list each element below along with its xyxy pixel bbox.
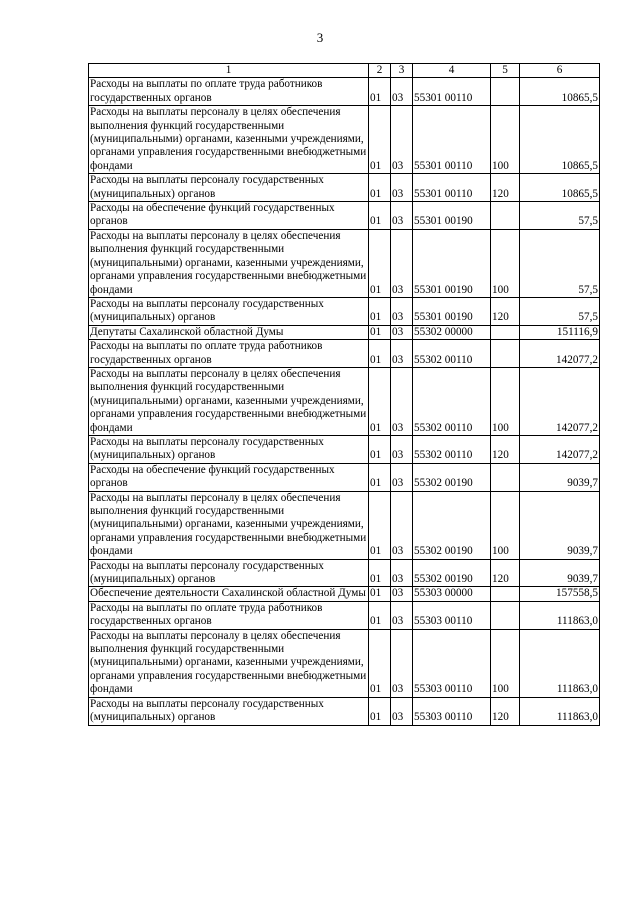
table-row: [89, 463, 600, 491]
table-row: [89, 629, 600, 697]
row-subsection-cell: 03: [391, 367, 413, 435]
row-section-cell: 01: [369, 229, 391, 297]
row-subsection-cell: 03: [391, 463, 413, 491]
row-section-cell: 01: [369, 629, 391, 697]
row-name-cell: Расходы на выплаты персоналу государственных (муниципальных) органов: [89, 174, 369, 202]
row-target-code-cell: 55301 00110: [413, 106, 491, 174]
row-amount-cell: 142077,2: [520, 367, 600, 435]
row-expense-type-cell: [491, 601, 520, 629]
table-row: [89, 340, 600, 368]
table-row: [89, 559, 600, 587]
table-row: [89, 601, 600, 629]
page-number: 3: [316, 30, 324, 45]
table-row: [89, 202, 600, 230]
row-expense-type-cell: [491, 78, 520, 106]
row-amount-cell: 57,5: [520, 229, 600, 297]
row-name-cell: Расходы на выплаты по оплате труда работников государственных органов: [89, 340, 369, 368]
row-name-cell: Расходы на выплаты персоналу в целях обеспечения выполнения функций государственными (муниципальными) органами, казенными учреждениями, органами управления государственными внебюджетными фондами: [89, 106, 369, 174]
row-amount-cell: 142077,2: [520, 435, 600, 463]
row-name-cell: Расходы на выплаты по оплате труда работников государственных органов: [89, 78, 369, 106]
row-subsection-cell: 03: [391, 78, 413, 106]
row-subsection-cell: 03: [391, 435, 413, 463]
row-amount-cell: 57,5: [520, 202, 600, 230]
row-amount-cell: 9039,7: [520, 463, 600, 491]
row-amount-cell: 142077,2: [520, 340, 600, 368]
table-row: [89, 297, 600, 325]
row-target-code-cell: 55303 00110: [413, 697, 491, 725]
row-target-code-cell: 55301 00190: [413, 229, 491, 297]
row-section-cell: 01: [369, 463, 391, 491]
row-expense-type-cell: 120: [491, 297, 520, 325]
budget-table: [88, 63, 600, 726]
row-amount-cell: 111863,0: [520, 697, 600, 725]
row-name-cell: Депутаты Сахалинской областной Думы: [89, 325, 369, 339]
row-subsection-cell: 03: [391, 297, 413, 325]
row-amount-cell: 157558,5: [520, 587, 600, 601]
row-subsection-cell: 03: [391, 587, 413, 601]
row-amount-cell: 10865,5: [520, 106, 600, 174]
row-subsection-cell: 03: [391, 229, 413, 297]
row-target-code-cell: 55302 00000: [413, 325, 491, 339]
row-subsection-cell: 03: [391, 202, 413, 230]
row-subsection-cell: 03: [391, 340, 413, 368]
row-amount-cell: 111863,0: [520, 629, 600, 697]
row-expense-type-cell: [491, 325, 520, 339]
row-name-cell: Расходы на выплаты по оплате труда работников государственных органов: [89, 601, 369, 629]
row-target-code-cell: 55303 00000: [413, 587, 491, 601]
row-expense-type-cell: 100: [491, 106, 520, 174]
row-expense-type-cell: 100: [491, 367, 520, 435]
row-target-code-cell: 55302 00190: [413, 559, 491, 587]
row-section-cell: 01: [369, 587, 391, 601]
row-target-code-cell: 55302 00190: [413, 491, 491, 559]
row-expense-type-cell: 120: [491, 697, 520, 725]
column-header-1: 1: [89, 64, 369, 78]
row-subsection-cell: 03: [391, 629, 413, 697]
row-amount-cell: 10865,5: [520, 174, 600, 202]
row-section-cell: 01: [369, 78, 391, 106]
row-target-code-cell: 55301 00110: [413, 174, 491, 202]
row-target-code-cell: 55303 00110: [413, 601, 491, 629]
table-row: [89, 587, 600, 601]
table-row: [89, 229, 600, 297]
column-header-4: 4: [413, 64, 491, 78]
column-header-3: 3: [391, 64, 413, 78]
row-amount-cell: 111863,0: [520, 601, 600, 629]
table-row: [89, 325, 600, 339]
row-section-cell: 01: [369, 340, 391, 368]
row-section-cell: 01: [369, 491, 391, 559]
row-section-cell: 01: [369, 559, 391, 587]
row-name-cell: Расходы на обеспечение функций государственных органов: [89, 463, 369, 491]
row-target-code-cell: 55301 00110: [413, 78, 491, 106]
row-amount-cell: 57,5: [520, 297, 600, 325]
row-target-code-cell: 55302 00190: [413, 463, 491, 491]
row-section-cell: 01: [369, 297, 391, 325]
row-name-cell: Расходы на обеспечение функций государственных органов: [89, 202, 369, 230]
row-target-code-cell: 55303 00110: [413, 629, 491, 697]
table-row: [89, 367, 600, 435]
table-row: [89, 78, 600, 106]
row-subsection-cell: 03: [391, 601, 413, 629]
row-expense-type-cell: [491, 202, 520, 230]
row-subsection-cell: 03: [391, 491, 413, 559]
row-amount-cell: 151116,9: [520, 325, 600, 339]
row-target-code-cell: 55301 00190: [413, 202, 491, 230]
table-row: [89, 174, 600, 202]
row-expense-type-cell: [491, 340, 520, 368]
row-subsection-cell: 03: [391, 559, 413, 587]
table-row: [89, 697, 600, 725]
row-target-code-cell: 55301 00190: [413, 297, 491, 325]
row-section-cell: 01: [369, 601, 391, 629]
table-header-row: [89, 64, 600, 78]
row-expense-type-cell: [491, 463, 520, 491]
row-name-cell: Расходы на выплаты персоналу в целях обеспечения выполнения функций государственными (муниципальными) органами, казенными учреждениями, органами управления государственными внебюджетными фондами: [89, 229, 369, 297]
row-name-cell: Расходы на выплаты персоналу в целях обеспечения выполнения функций государственными (муниципальными) органами, казенными учреждениями, органами управления государственными внебюджетными фондами: [89, 367, 369, 435]
row-expense-type-cell: 120: [491, 174, 520, 202]
row-section-cell: 01: [369, 325, 391, 339]
row-expense-type-cell: [491, 587, 520, 601]
row-target-code-cell: 55302 00110: [413, 435, 491, 463]
row-name-cell: Расходы на выплаты персоналу государственных (муниципальных) органов: [89, 697, 369, 725]
row-amount-cell: 9039,7: [520, 559, 600, 587]
row-target-code-cell: 55302 00110: [413, 367, 491, 435]
row-name-cell: Обеспечение деятельности Сахалинской областной Думы: [89, 587, 369, 601]
table-row: [89, 491, 600, 559]
row-name-cell: Расходы на выплаты персоналу государственных (муниципальных) органов: [89, 297, 369, 325]
row-section-cell: 01: [369, 435, 391, 463]
row-expense-type-cell: 120: [491, 559, 520, 587]
row-expense-type-cell: 120: [491, 435, 520, 463]
row-subsection-cell: 03: [391, 697, 413, 725]
row-expense-type-cell: 100: [491, 491, 520, 559]
row-subsection-cell: 03: [391, 174, 413, 202]
row-expense-type-cell: 100: [491, 629, 520, 697]
row-section-cell: 01: [369, 106, 391, 174]
row-name-cell: Расходы на выплаты персоналу в целях обеспечения выполнения функций государственными (муниципальными) органами, казенными учреждениями, органами управления государственными внебюджетными фондами: [89, 629, 369, 697]
row-section-cell: 01: [369, 367, 391, 435]
column-header-2: 2: [369, 64, 391, 78]
table-row: [89, 435, 600, 463]
table-row: [89, 106, 600, 174]
row-name-cell: Расходы на выплаты персоналу государственных (муниципальных) органов: [89, 559, 369, 587]
row-subsection-cell: 03: [391, 325, 413, 339]
row-section-cell: 01: [369, 174, 391, 202]
table-body: [89, 78, 600, 725]
column-header-5: 5: [491, 64, 520, 78]
row-target-code-cell: 55302 00110: [413, 340, 491, 368]
column-header-6: 6: [520, 64, 600, 78]
row-expense-type-cell: 100: [491, 229, 520, 297]
row-subsection-cell: 03: [391, 106, 413, 174]
row-section-cell: 01: [369, 202, 391, 230]
row-amount-cell: 9039,7: [520, 491, 600, 559]
row-section-cell: 01: [369, 697, 391, 725]
row-amount-cell: 10865,5: [520, 78, 600, 106]
row-name-cell: Расходы на выплаты персоналу государственных (муниципальных) органов: [89, 435, 369, 463]
row-name-cell: Расходы на выплаты персоналу в целях обеспечения выполнения функций государственными (муниципальными) органами, казенными учреждениями, органами управления государственными внебюджетными фондами: [89, 491, 369, 559]
